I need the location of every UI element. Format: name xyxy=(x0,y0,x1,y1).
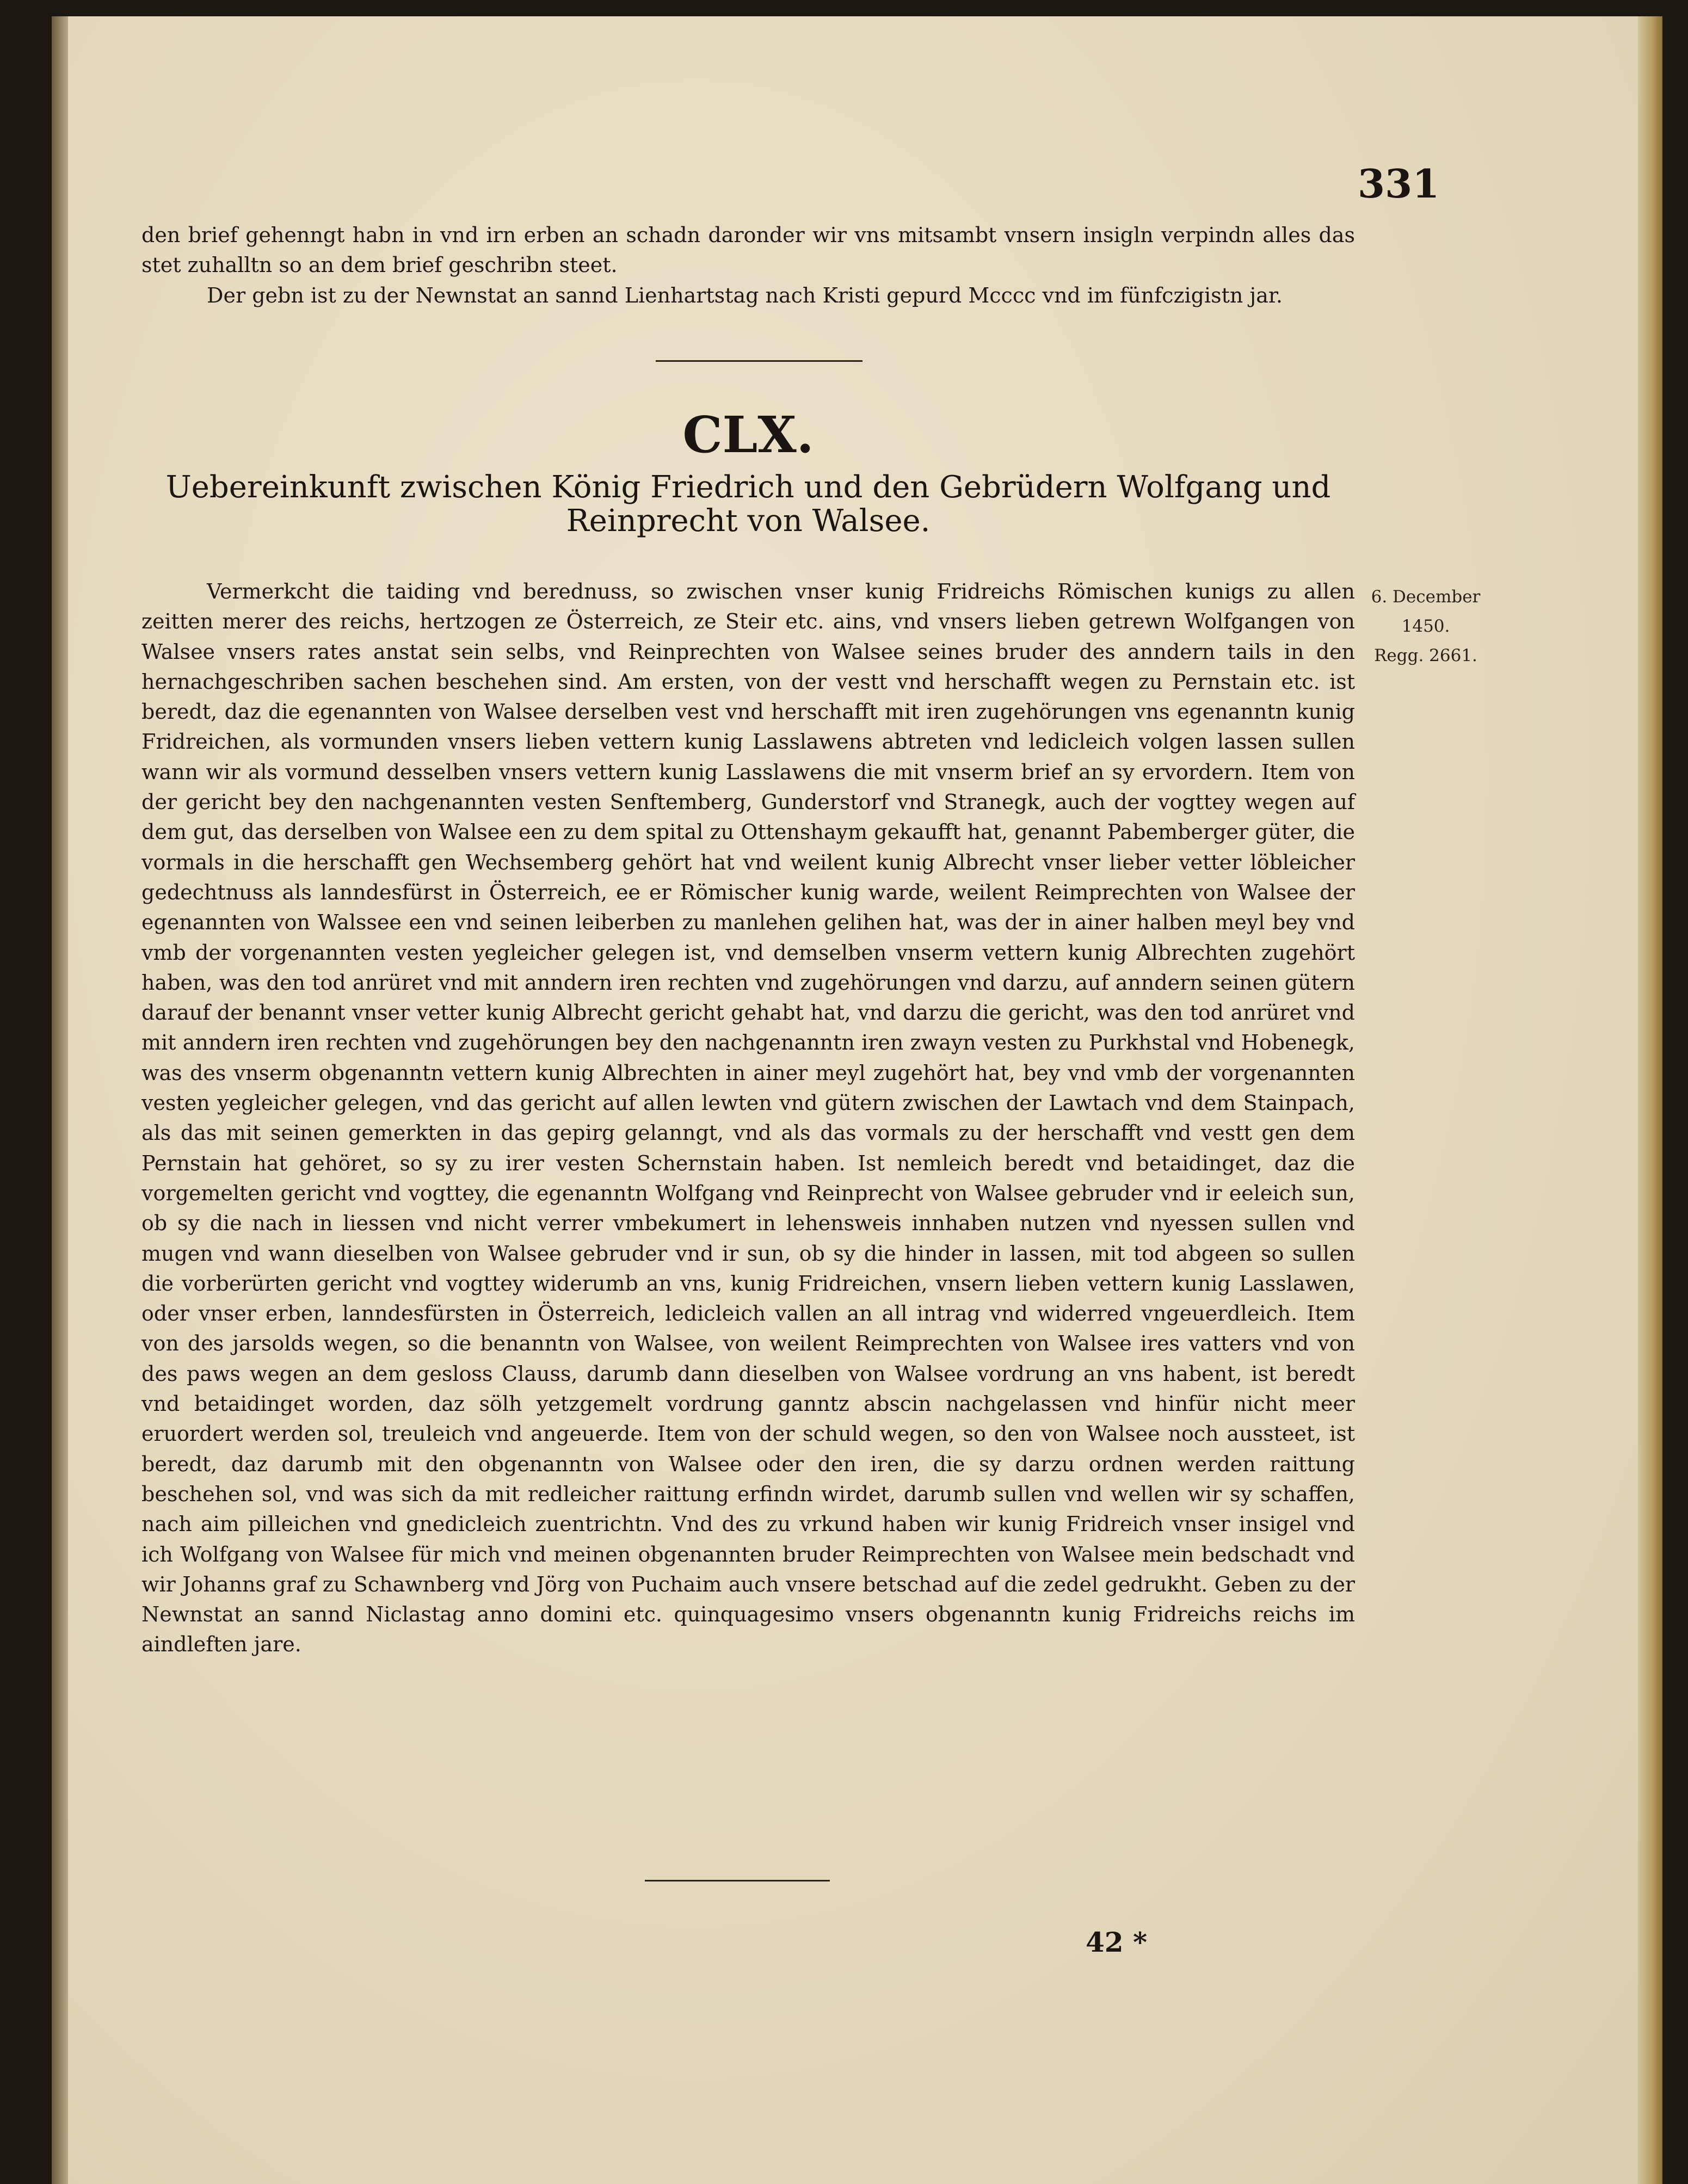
margin-reference: Regg. 2661. xyxy=(1374,646,1477,665)
page-gutter xyxy=(52,16,68,2184)
top-paragraph-2: Der gebn ist zu der Newnstat an sannd Lienhartstag nach Kristi gepurd Mcccc vnd im fünfczigistn jar. xyxy=(207,283,1283,307)
page-number: 331 xyxy=(1358,161,1440,207)
top-paragraph-1: den brief gehenngt habn in vnd irn erben an schadn daronder wir vns mitsambt vnsern insigln verpindn alles das stet zuhalltn so an dem brief geschribn steet. xyxy=(141,223,1355,277)
main-text-block xyxy=(141,577,1355,1660)
margin-date: 6. December xyxy=(1371,587,1481,607)
section-heading-line-1: Uebereinkunft zwischen König Friedrich und den Gebrüdern Wolfgang und xyxy=(165,470,1331,505)
signature-mark: 42 * xyxy=(1086,1926,1148,1958)
divider-rule xyxy=(656,360,863,362)
margin-note xyxy=(1363,582,1488,670)
page-edge xyxy=(1638,16,1662,2184)
end-rule xyxy=(645,1880,830,1881)
section-heading-line-2: Reinprecht von Walsee. xyxy=(566,503,931,539)
margin-year: 1450. xyxy=(1401,616,1450,636)
top-text-block xyxy=(141,220,1355,311)
section-heading xyxy=(141,471,1355,538)
main-paragraph: Vermerkcht die taiding vnd berednuss, so zwischen vnser kunig Fridreichs Römischen kunigs zu allen zeitten merer des reichs, hertzogen ze Österreich, ze Steir etc. ains, vnd vnsers lieben getrewn Wolfgangen von Walsee vnsers rates anstat sein selbs, vnd Reinprechten von Walsee seines bruder des anndern tails in den hernachgeschriben sachen beschehen sind. Am ersten, von der vestt vnd herschafft wegen zu Pernstain etc. ist beredt, daz die egenannten von Walsee derselben vest vnd herschafft mit iren zugehörungen vns egenanntn kunig Fridreichen, als vormunden vnsers lieben vettern kunig Lasslawens abtreten vnd ledicleich volgen lassen sullen wann wir als vormund desselben vnsers vettern kunig Lasslawens die mit vnserm brief an sy ervordern. Item von der gericht bey den nachgenannten vesten Senftemberg, Gunderstorf vnd Stranegk, auch der vogttey wegen auf dem gut, das derselben von Walsee een zu dem spital zu Ottenshaym gekaufft hat, genannt Pabemberger güter, die vormals in die herschafft gen Wechsemberg gehört hat vnd weilent kunig Albrecht vnser lieber vetter löbleicher gedechtnuss als lanndesfürst in Österreich, ee er Römischer kunig warde, weilent Reimprechten von Walsee der egenannten von Walssee een vnd seinen leiberben zu manlehen gelihen hat, was der in ainer halben meyl bey vnd vmb der vorgenannten vesten yegleicher gelegen ist, vnd demselben vnserm vettern kunig Albrechten zugehört haben, was den tod anrüret vnd mit anndern iren rechten vnd zugehörungen vnd darzu, auf anndern seinen gütern darauf der benannt vnser vetter kunig Albrecht gericht gehabt hat, vnd darzu die gericht, was den tod anrüret vnd mit anndern iren rechten vnd zugehörungen bey den nachgenanntn iren zwayn vesten zu Purkhstal vnd Hobenegk, was des vnserm obgenanntn vettern kunig Albrechten in ainer meyl zugehört hat, bey vnd vmb der vorgenannten vesten yegleicher gelegen, vnd das gericht auf allen lewten vnd gütern zwischen der Lawtach vnd dem Stainpach, als das mit seinen gemerkten in das gepirg gelanngt, vnd als das vormals zu der herschafft vnd vestt gen dem Pernstain hat gehöret, so sy zu irer vesten Schernstain haben. Ist nemleich beredt vnd betaidinget, daz die vorgemelten gericht vnd vogttey, die egenanntn Wolfgang vnd Reinprecht von Walsee gebruder vnd ir eeleich sun, ob sy die nach in liessen vnd nicht verrer vmbekumert in lehensweis innhaben nutzen vnd nyessen sullen vnd mugen vnd wann dieselben von Walsee gebruder vnd ir sun, ob sy die hinder in lassen, mit tod abgeen so sullen die vorberürten gericht vnd vogttey widerumb an vns, kunig Fridreichen, vnsern lieben vettern kunig Lasslawen, oder vnser erben, lanndesfürsten in Österreich, ledicleich vallen an all intrag vnd widerred vngeuerdleich. Item von des jarsolds wegen, so die benanntn von Walsee, von weilent Reimprechten von Walsee ires vatters vnd von des paws wegen an dem gesloss Clauss, darumb dann dieselben von Walsee vordrung an vns habent, ist beredt vnd betaidinget worden, daz sölh yetzgemelt vordrung ganntz abscin nachgelassen vnd hinfür nicht meer eruordert werden sol, treuleich vnd angeuerde. Item von der schuld wegen, so den von Walsee noch aussteet, ist beredt, daz darumb mit den obgenanntn von Walsee oder den iren, die sy darzu ordnen werden raittung beschehen sol, vnd was sich da mit redleicher raittung erfindn wirdet, darumb sullen vnd wellen wir sy schaffen, nach aim pilleichen vnd gnedicleich zuentrichtn. Vnd des zu vrkund haben wir kunig Fridreich vnser insigel vnd ich Wolfgang von Walsee für mich vnd meinen obgenannten bruder Reimprechten von Walsee mein bedschadt vnd wir Johanns graf zu Schawnberg vnd Jörg von Puchaim auch vnsere betschad auf die zedel gedrukht. Geben zu der Newnstat an sannd Niclastag anno domini etc. quinquagesimo vnsers obgenanntn kunig Fridreichs reichs im aindleften jare. xyxy=(141,579,1355,1657)
section-numeral: CLX. xyxy=(682,405,814,464)
book-page xyxy=(52,16,1662,2184)
